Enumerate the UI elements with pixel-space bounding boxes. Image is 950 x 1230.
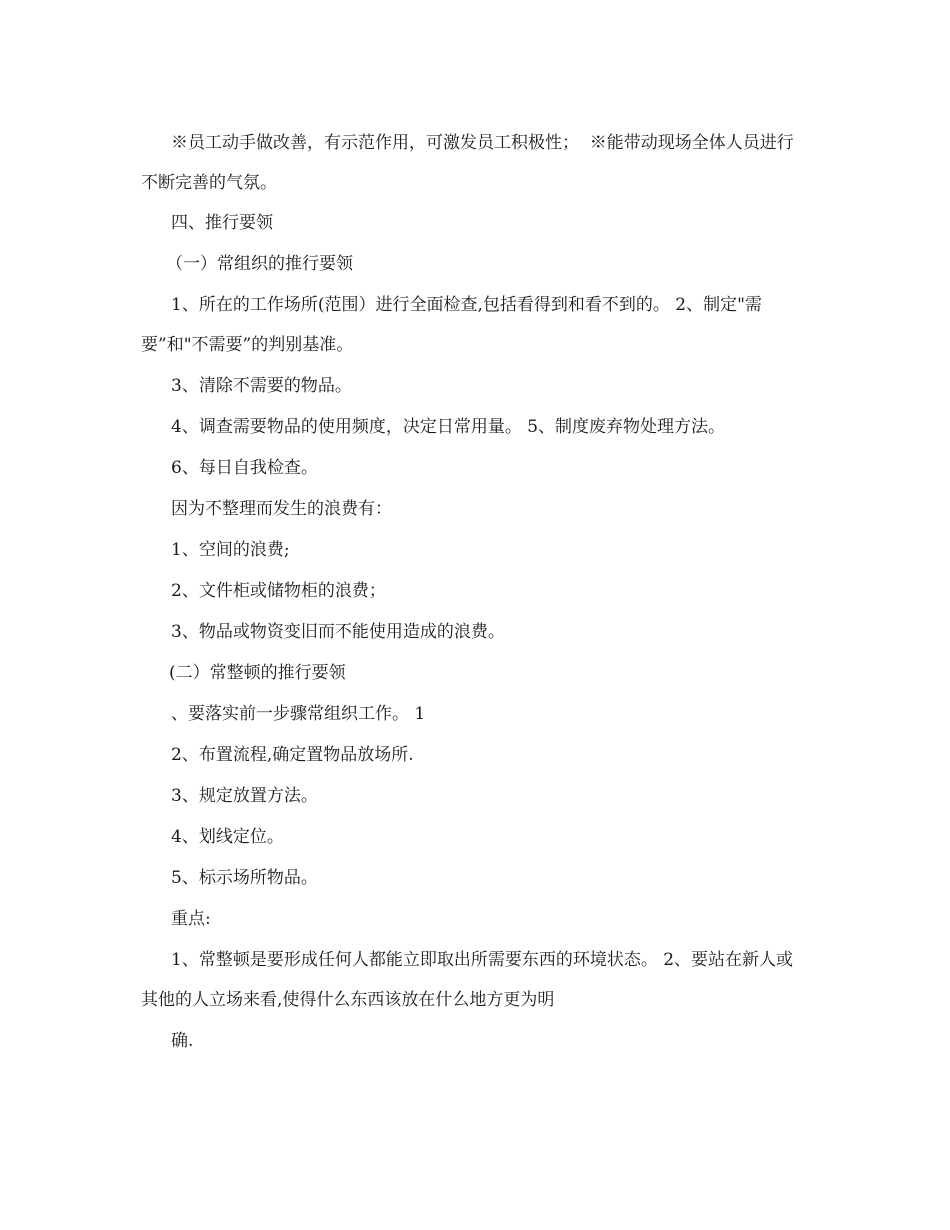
paragraph-step-4-5: 4、调查需要物品的使用频度，决定日常用量。 5、制度废弃物处理方法。	[171, 417, 726, 437]
paragraph-waste-intro: 因为不整理而发生的浪费有：	[171, 499, 392, 519]
paragraph-arrange-4: 4、划线定位。	[171, 827, 284, 847]
paragraph-waste-2: 2、文件柜或储物柜的浪费；	[171, 581, 386, 601]
paragraph-step-6: 6、每日自我检查。	[171, 458, 318, 478]
paragraph-step-1-2: 1、所在的工作场所(范围）进行全面检查,包括看得到和看不到的。 2、制定"需要”和"不需要”的判别基准。	[141, 295, 762, 355]
paragraph-key-point-1-2: 1、常整顿是要形成任何人都能立即取出所需要东西的环境状态。 2、要站在新人或其他的人立场来看,使得什么东西该放在什么地方更为明	[141, 950, 794, 1010]
paragraph-arrange-5: 5、标示场所物品。	[171, 868, 318, 888]
paragraph-waste-3: 3、物品或物资变旧而不能使用造成的浪费。	[171, 622, 505, 642]
heading-subsection-one: （一）常组织的推行要领	[166, 254, 353, 274]
heading-key-points: 重点:	[171, 909, 211, 929]
paragraph-employee-improvement: ※员工动手做改善，有示范作用，可激发员工积极性； ※能带动现场全体人员进行不断完善的气氛。	[141, 133, 794, 193]
paragraph-key-point-end: 确.	[171, 1031, 194, 1051]
paragraph-arrange-2: 2、布置流程,确定置物品放场所.	[171, 745, 414, 765]
heading-subsection-two: (二）常整顿的推行要领	[169, 663, 346, 683]
paragraph-step-3: 3、清除不需要的物品。	[171, 376, 352, 396]
paragraph-waste-1: 1、空间的浪费;	[171, 540, 290, 560]
paragraph-arrange-1: 、要落实前一步骤常组织工作。 1	[171, 704, 426, 724]
heading-section-four: 四、推行要领	[171, 213, 273, 233]
paragraph-arrange-3: 3、规定放置方法。	[171, 786, 318, 806]
